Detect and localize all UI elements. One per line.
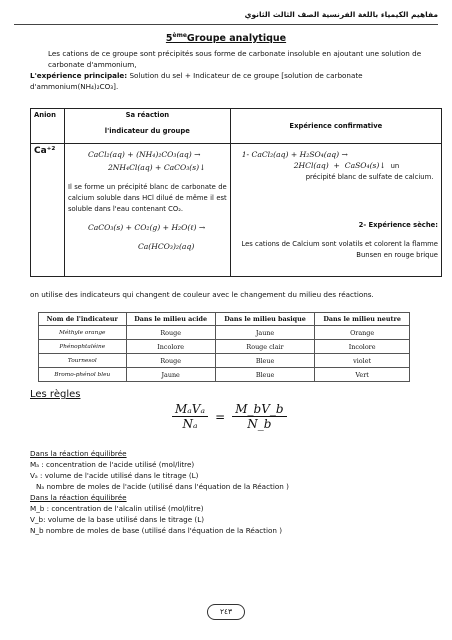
page-title: [0, 32, 452, 44]
titration-formula: [172, 402, 287, 431]
page-number: ٢٤٣: [207, 604, 245, 620]
reaction-table: [30, 108, 442, 277]
table-row: Phénophtaléine Incolore Rouge clair Incolore: [39, 340, 410, 354]
equation-3: CaCO₃(s) + CO₂(g) + H₂O(ℓ) →: [87, 223, 206, 232]
def-base-volume: V_b: volume de la base utilisé dans le titrage (L): [30, 515, 205, 524]
confirm-equation-1: 1- CaCl₂(aq) + H₂SO₄(aq) →: [241, 150, 348, 159]
rules-heading: Les règles: [30, 389, 81, 400]
confirm-cell: [230, 144, 441, 277]
table-row: Tournesol Rouge Bleue violet: [39, 354, 410, 368]
intro-line: Les cations de ce groupe sont précipités sous forme de carbonate insoluble en ajoutant une solution de carbonate d'ammonium,: [48, 49, 422, 69]
page-header: مفاهيم الكيمياء باللغة الفرنسية الصف الثالث الثانوي: [244, 10, 438, 19]
indicator-paragraph: on utilise des indicateurs qui changent de couleur avec le changement du milieu des réactions.: [30, 290, 374, 299]
def-base-moles: N_b nombre de moles de base (utilisé dans l'équation de la Réaction ): [30, 526, 283, 535]
precipitate-description: Il se forme un précipité blanc de carbonate de calcium soluble dans HCl dilué de même il est soluble dans l'eau contenant CO₂.: [67, 183, 227, 213]
header-anion: Anion: [31, 109, 65, 144]
cation-cell: Ca⁺²: [31, 144, 65, 277]
confirm-text: précipité blanc de sulfate de calcium.: [305, 173, 434, 181]
formula-equals: =: [215, 409, 226, 424]
definitions: [30, 448, 289, 536]
def-acid-volume: Vₐ : volume de l'acide utilisé dans le titrage (L): [30, 471, 199, 480]
def-acid-moles: Nₐ nombre de moles de l'acide (utilisé dans l'équation de la Réaction ): [36, 482, 289, 491]
experiment-text: Solution du sel + Indicateur de ce groupe [solution de carbonate d'ammonium(NH₄)₂CO₃].: [30, 71, 363, 91]
def-acid-concentration: Mₐ : concentration de l'acide utilisé (mol/litre): [30, 460, 195, 469]
experiment-label: L'expérience principale:: [30, 71, 128, 80]
title-sup: ème: [172, 32, 187, 39]
formula-right: $\frac{M\_bV\_b}{N\_b}$: [232, 402, 286, 431]
indicator-header: Dans le milieu neutre: [315, 313, 410, 326]
header-divider: [14, 24, 438, 25]
dry-test-title: 2- Expérience sèche:: [358, 221, 438, 229]
title-main: Groupe analytique: [186, 33, 287, 45]
confirm-equation-2: 2HCl(aq) + CaSO₄(s)↓ un: [293, 161, 400, 170]
defs-heading-base: Dans la réaction équilibrée: [30, 493, 127, 502]
indicator-header: Dans le milieu basique: [215, 313, 314, 326]
title-number: 5: [165, 33, 173, 45]
indicator-header: Dans le milieu acide: [126, 313, 215, 326]
reaction-cell: [64, 144, 230, 277]
equation-2: 2NH₄Cl(aq) + CaCO₃(s)↓: [107, 163, 206, 172]
formula-left: $\frac{\text{MₐVₐ}}{\text{Nₐ}}$: [172, 402, 208, 431]
def-base-concentration: M_b : concentration de l'alcalin utilisé (mol/litre): [30, 504, 204, 513]
equation-1: CaCl₂(aq) + (NH₄)₂CO₃(aq) →: [87, 150, 201, 159]
equation-4: Ca(HCO₃)₂(aq): [137, 242, 195, 251]
header-confirm: Expérience confirmative: [230, 109, 441, 144]
table-row: Bromo-phénol bleu Jaune Bleue Vert: [39, 368, 410, 382]
indicator-header: Nom de l'indicateur: [39, 313, 127, 326]
header-reaction: Sa réaction l'indicateur du groupe: [64, 109, 230, 144]
experiment-line: [30, 70, 425, 92]
table-row: Méthyle orange Rouge Jaune Orange: [39, 326, 410, 340]
intro-paragraph: [30, 48, 425, 92]
indicator-table: [38, 312, 410, 382]
defs-heading-acid: Dans la réaction équilibrée: [30, 449, 127, 458]
dry-test-text: Les cations de Calcium sont volatils et colorent la flamme Bunsen en rouge brique: [241, 240, 438, 259]
